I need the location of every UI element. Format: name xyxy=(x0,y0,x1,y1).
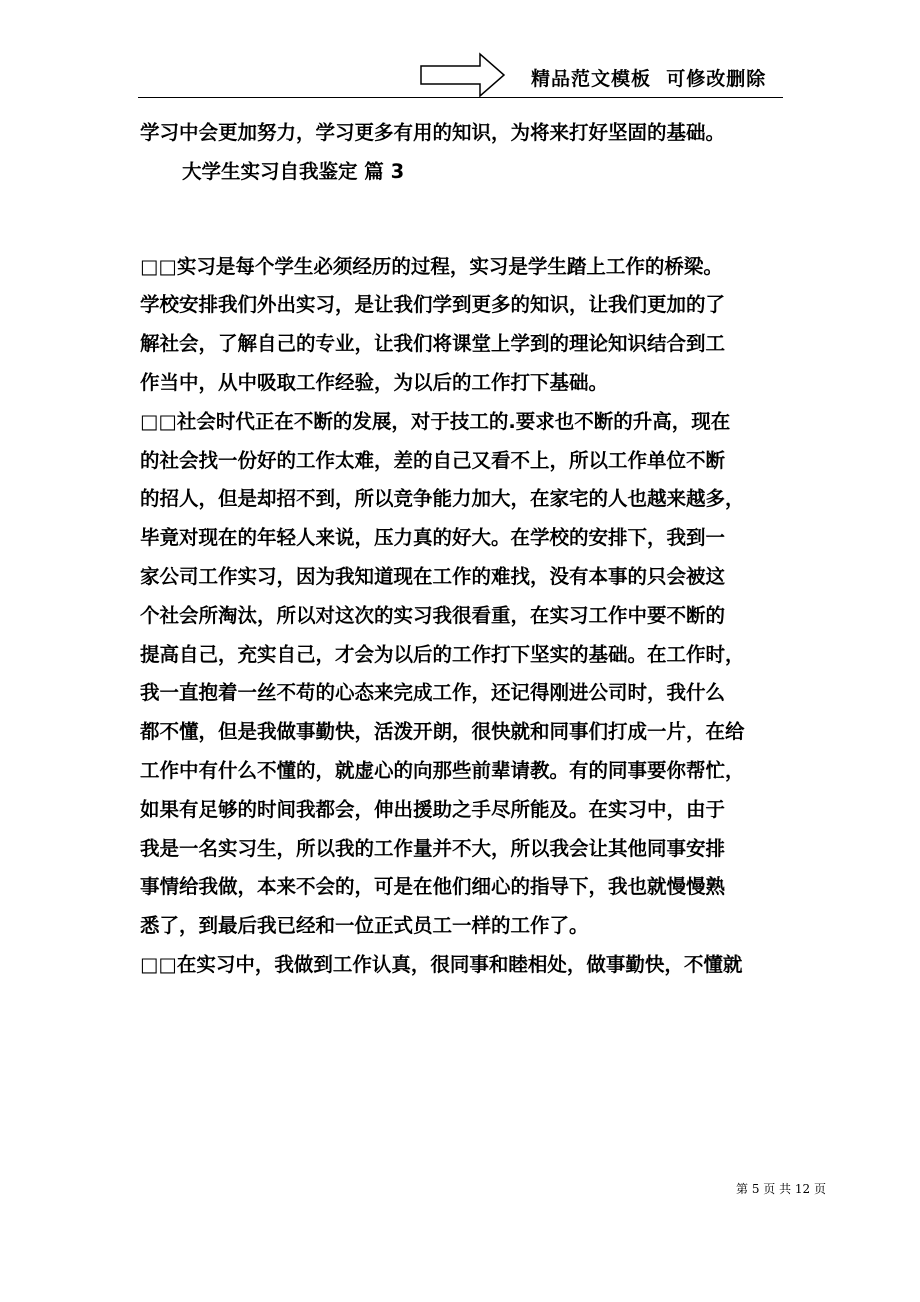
paragraph-line: □□社会时代正在不断的发展，对于技工的.要求也不断的升高，现在 xyxy=(140,409,731,433)
paragraph-line: 都不懂，但是我做事勤快，活泼开朗，很快就和同事们打成一片，在给 xyxy=(140,720,745,744)
paragraph-line: 我一直抱着一丝不苟的心态来完成工作，还记得刚进公司时，我什么 xyxy=(140,681,726,705)
paragraph-line: 毕竟对现在的年轻人来说，压力真的好大。在学校的安排下，我到一 xyxy=(140,526,726,550)
paragraph-line: 提高自己，充实自己，才会为以后的工作打下坚实的基础。在工作时， xyxy=(140,642,745,666)
paragraph-line: 个社会所淘汰，所以对这次的实习我很看重，在实习工作中要不断的 xyxy=(140,603,726,627)
paragraph-line: 学校安排我们外出实习，是让我们学到更多的知识，让我们更加的了 xyxy=(140,293,726,317)
header-title: 精品范文模板 可修改删除 xyxy=(531,68,767,90)
document-body xyxy=(140,114,780,985)
paragraph-line: 如果有足够的时间我都会，伸出援助之手尽所能及。在实习中，由于 xyxy=(140,797,726,821)
paragraph-line: 工作中有什么不懂的，就虚心的向那些前辈请教。有的同事要你帮忙， xyxy=(140,758,745,782)
section-heading: 大学生实习自我鉴定 篇 3 xyxy=(182,159,405,183)
paragraph-line: 我是一名实习生，所以我的工作量并不大，所以我会让其他同事安排 xyxy=(140,836,726,860)
paragraph-line: 的招人，但是却招不到，所以竞争能力加大，在家宅的人也越来越多， xyxy=(140,487,745,511)
header-rule xyxy=(138,97,783,98)
paragraph-line: □□在实习中，我做到工作认真，很同事和睦相处，做事勤快，不懂就 xyxy=(140,952,743,976)
paragraph-line: 的社会找一份好的工作太难，差的自己又看不上，所以工作单位不断 xyxy=(140,448,726,472)
paragraph-line: □□实习是每个学生必须经历的过程，实习是学生踏上工作的桥梁。 xyxy=(140,254,723,278)
paragraph-line: 学习中会更加努力，学习更多有用的知识，为将来打好坚固的基础。 xyxy=(140,121,726,144)
paragraph-line: 作当中，从中吸取工作经验，为以后的工作打下基础。 xyxy=(140,370,609,394)
paragraph-line: 悉了，到最后我已经和一位正式员工一样的工作了。 xyxy=(140,914,589,938)
paragraph-line: 事情给我做，本来不会的，可是在他们细心的指导下，我也就慢慢熟 xyxy=(140,875,726,899)
paragraph-line: 家公司工作实习，因为我知道现在工作的难找，没有本事的只会被这 xyxy=(140,564,726,588)
right-arrow-icon xyxy=(420,52,506,98)
paragraph-line: 解社会，了解自己的专业，让我们将课堂上学到的理论知识结合到工 xyxy=(140,332,726,356)
page-number: 第 5 页 共 12 页 xyxy=(736,1182,826,1196)
